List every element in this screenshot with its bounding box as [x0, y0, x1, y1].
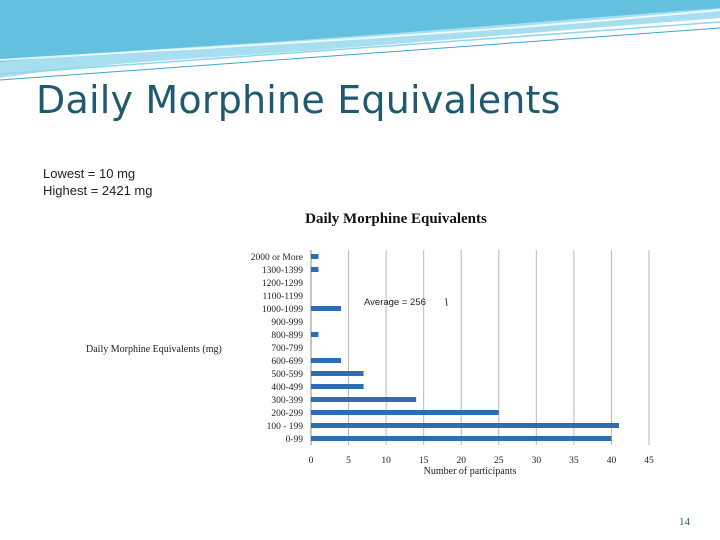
y-tick-label: 500-599: [271, 370, 303, 380]
x-tick-label: 10: [381, 456, 391, 466]
bar: [311, 267, 319, 272]
y-tick-label: 0-99: [285, 435, 303, 445]
bar: [311, 371, 364, 376]
page-number: 14: [679, 516, 690, 528]
x-tick-label: 0: [308, 456, 314, 466]
bar: [311, 384, 364, 389]
y-tick-label: 300-399: [271, 396, 303, 406]
y-tick-label: 1100-1199: [262, 292, 303, 302]
bar: [311, 436, 611, 441]
y-tick-label: 600-699: [271, 357, 303, 367]
x-tick-label: 35: [569, 456, 579, 466]
y-tick-label: 400-499: [271, 383, 303, 393]
bar: [311, 254, 319, 259]
x-tick-label: 40: [606, 456, 617, 466]
average-marker: [446, 298, 447, 306]
bar: [311, 332, 319, 337]
x-tick-label: 15: [418, 456, 429, 466]
bar: [311, 410, 499, 415]
bar: [311, 358, 341, 363]
bar: [311, 423, 619, 428]
x-tick-label: 30: [531, 456, 542, 466]
y-tick-label: 800-899: [271, 331, 303, 341]
y-tick-label: 2000 or More: [250, 253, 303, 263]
y-tick-label: 700-799: [271, 344, 303, 354]
y-tick-label: 900-999: [271, 318, 303, 328]
x-tick-label: 25: [494, 456, 504, 466]
x-tick-label: 45: [644, 456, 654, 466]
x-tick-label: 5: [346, 456, 351, 466]
y-tick-label: 1000-1099: [261, 305, 303, 315]
average-annotation: Average = 256: [364, 297, 426, 308]
chart-title: Daily Morphine Equivalents: [305, 211, 487, 227]
bar: [311, 397, 416, 402]
y-tick-label: 200-299: [271, 409, 303, 419]
y-tick-label: 1300-1399: [261, 266, 303, 276]
y-tick-label: 1200-1299: [261, 279, 303, 289]
x-tick-label: 20: [456, 456, 466, 466]
y-tick-label: 100 - 199: [266, 422, 303, 432]
stat-highest: Highest = 2421 mg: [43, 183, 153, 198]
slide-title: Daily Morphine Equivalents: [36, 78, 561, 122]
stat-lowest: Lowest = 10 mg: [43, 166, 136, 181]
x-axis-label: Number of participants: [423, 466, 517, 477]
y-axis-label: Daily Morphine Equivalents (mg): [86, 344, 222, 355]
bar: [311, 306, 341, 311]
